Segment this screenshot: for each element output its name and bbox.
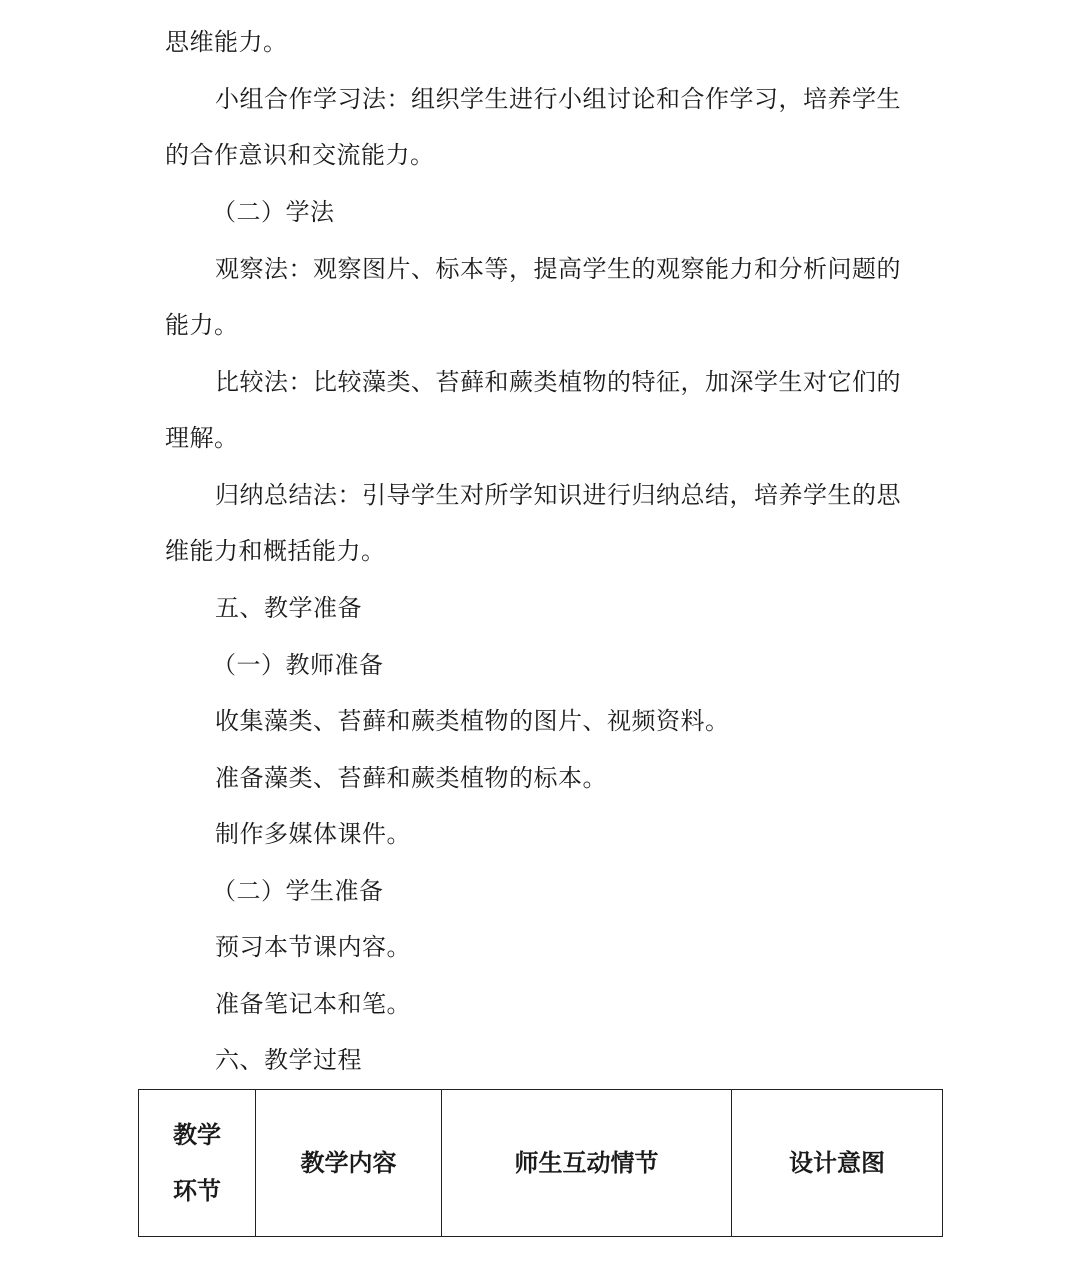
header-interaction: 师生互动情节 bbox=[442, 1090, 732, 1237]
paragraph-line: 的合作意识和交流能力。 bbox=[165, 141, 435, 169]
teaching-process-table bbox=[138, 1089, 943, 1237]
list-item: 制作多媒体课件。 bbox=[215, 820, 411, 848]
subsection-heading: （二）学生准备 bbox=[212, 877, 384, 905]
header-design-intent: 设计意图 bbox=[732, 1090, 943, 1237]
header-stage: 教学环节 bbox=[139, 1090, 256, 1237]
list-item: 准备藻类、苔藓和蕨类植物的标本。 bbox=[215, 764, 607, 792]
paragraph-line: 归纳总结法：引导学生对所学知识进行归纳总结，培养学生的思 bbox=[215, 481, 901, 509]
paragraph-line: 比较法：比较藻类、苔藓和蕨类植物的特征，加深学生对它们的 bbox=[215, 368, 901, 396]
section-heading: 六、教学过程 bbox=[215, 1046, 362, 1074]
section-heading: （二）学法 bbox=[212, 198, 335, 226]
paragraph-line: 能力。 bbox=[165, 311, 239, 339]
paragraph-line: 观察法：观察图片、标本等，提高学生的观察能力和分析问题的 bbox=[215, 255, 901, 283]
subsection-heading: （一）教师准备 bbox=[212, 651, 384, 679]
section-heading: 五、教学准备 bbox=[215, 594, 362, 622]
list-item: 准备笔记本和笔。 bbox=[215, 990, 411, 1018]
paragraph-line: 维能力和概括能力。 bbox=[165, 537, 386, 565]
paragraph-line: 小组合作学习法：组织学生进行小组讨论和合作学习，培养学生 bbox=[215, 85, 901, 113]
paragraph-line: 思维能力。 bbox=[165, 28, 288, 56]
list-item: 收集藻类、苔藓和蕨类植物的图片、视频资料。 bbox=[215, 707, 730, 735]
list-item: 预习本节课内容。 bbox=[215, 933, 411, 961]
header-content: 教学内容 bbox=[256, 1090, 442, 1237]
paragraph-line: 理解。 bbox=[165, 424, 239, 452]
table-header-row bbox=[139, 1090, 943, 1237]
